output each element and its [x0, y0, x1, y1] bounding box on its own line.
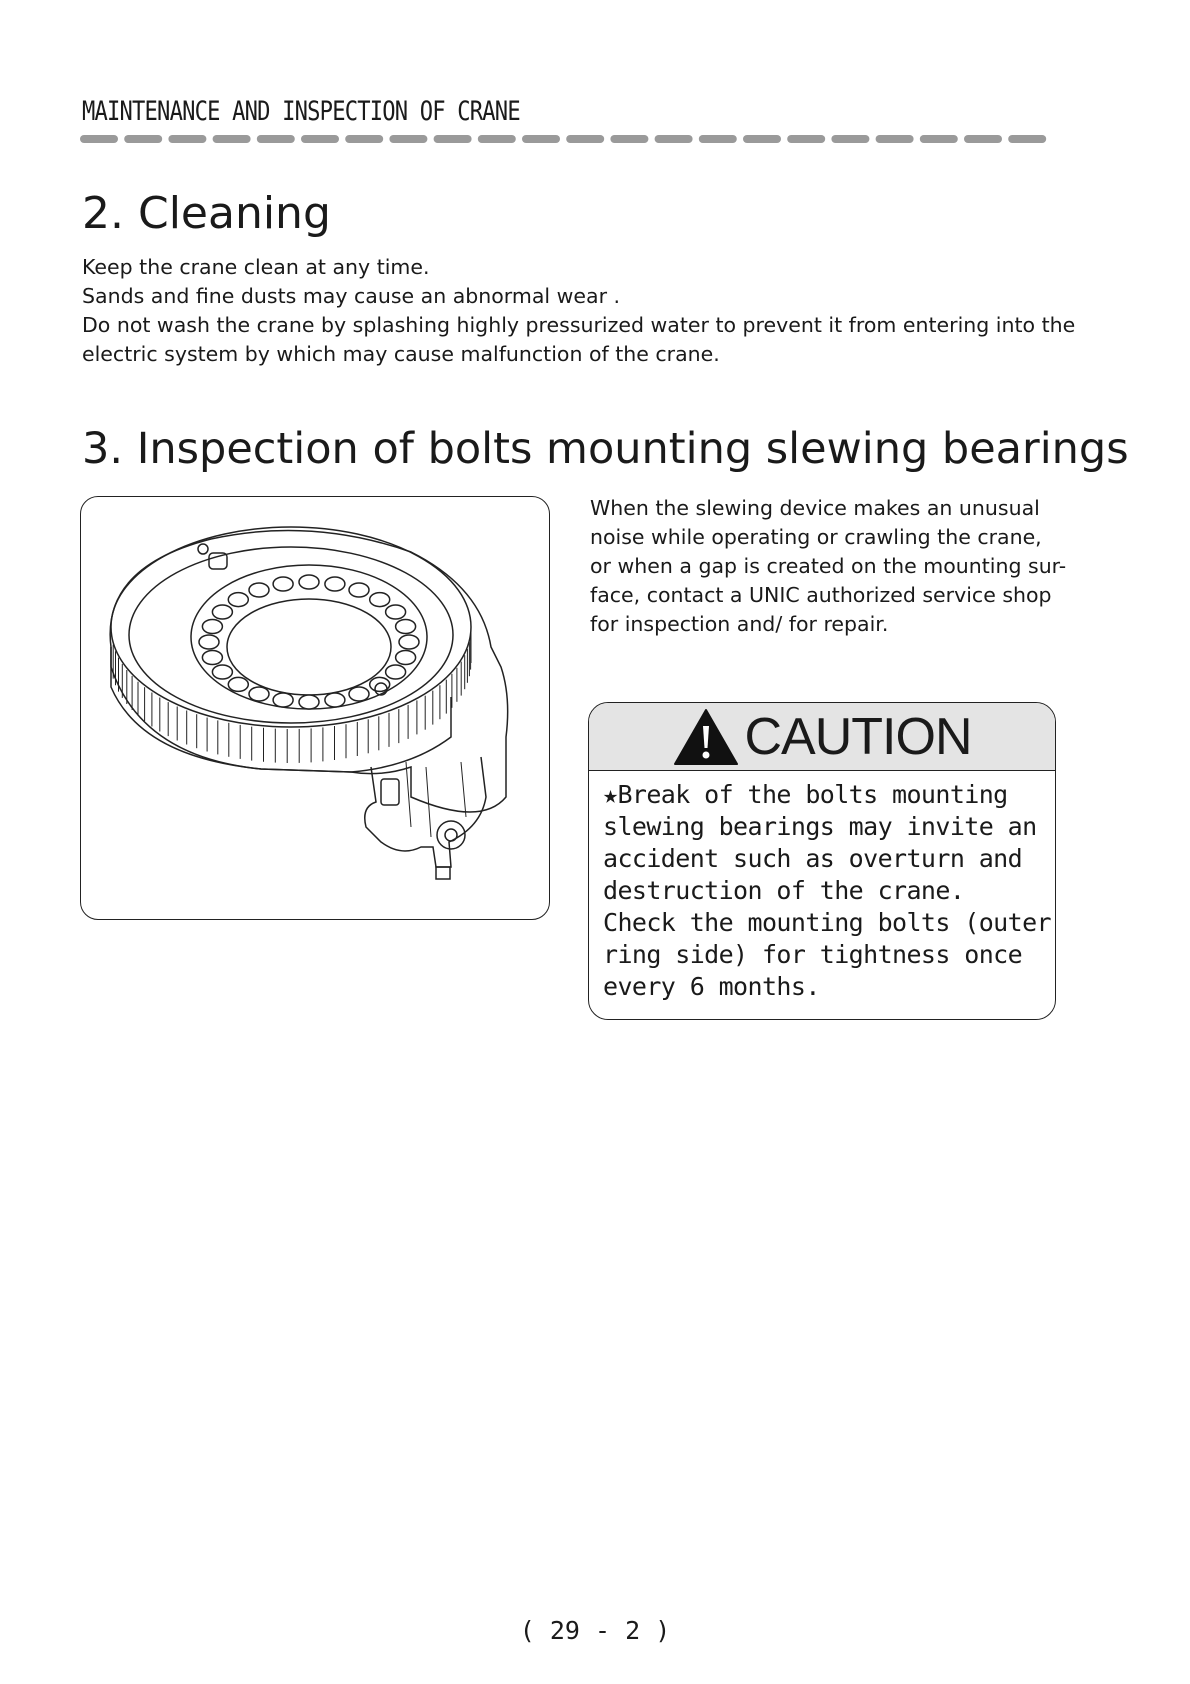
- rule-dash: [434, 135, 472, 143]
- bearing-bolt: [228, 677, 248, 691]
- bearing-bolt: [299, 575, 319, 589]
- bearing-bolt: [202, 651, 222, 665]
- inspection-line: for inspection and/ for repair.: [590, 612, 889, 636]
- cleaning-line: Sands and fine dusts may cause an abnormal wear .: [82, 284, 621, 308]
- rule-dash: [522, 135, 560, 143]
- rule-dash: [80, 135, 118, 143]
- caution-line: every 6 months.: [603, 972, 820, 1001]
- bearing-bolt: [349, 583, 369, 597]
- caution-line: slewing bearings may invite an: [603, 812, 1037, 841]
- rule-dash: [345, 135, 383, 143]
- bearing-bolt: [370, 593, 390, 607]
- rule-dash: [389, 135, 427, 143]
- bearing-bolt: [396, 620, 416, 634]
- bearing-bolt: [212, 605, 232, 619]
- rule-dash: [1008, 135, 1046, 143]
- rule-dash: [831, 135, 869, 143]
- bearing-bolt: [212, 665, 232, 679]
- caution-line: Check the mounting bolts (outer: [603, 908, 1051, 937]
- page-number: ( 29 - 2 ): [519, 1616, 671, 1645]
- rule-dash: [301, 135, 339, 143]
- bearing-bolt: [396, 651, 416, 665]
- rule-dash: [699, 135, 737, 143]
- bearing-bolt: [399, 635, 419, 649]
- bearing-bolt: [386, 605, 406, 619]
- cleaning-line: Keep the crane clean at any time.: [82, 255, 430, 279]
- caution-box: [588, 702, 1056, 1020]
- cleaning-line: Do not wash the crane by splashing highly pressurized water to prevent it from entering into the: [82, 313, 1076, 337]
- rule-dash: [168, 135, 206, 143]
- bearing-bolt: [202, 620, 222, 634]
- inspection-heading: 3. Inspection of bolts mounting slewing bearings: [82, 424, 1129, 474]
- caution-label: CAUTION: [744, 707, 972, 766]
- bearing-bolt: [249, 687, 269, 701]
- inspection-description: [590, 494, 1066, 639]
- rule-dash: [257, 135, 295, 143]
- header-title: MAINTENANCE AND INSPECTION OF CRANE: [82, 96, 520, 127]
- rule-dash: [610, 135, 648, 143]
- inspection-line: or when a gap is created on the mounting sur-: [590, 554, 1067, 578]
- bearing-bolt: [299, 695, 319, 709]
- cleaning-line: electric system by which may cause malfunction of the crane.: [82, 342, 720, 366]
- warning-triangle-icon: [673, 708, 739, 766]
- bearing-bolt: [199, 635, 219, 649]
- caution-text: [589, 771, 1055, 1003]
- bearing-bolt: [325, 577, 345, 591]
- rule-dash: [964, 135, 1002, 143]
- bearing-bolt: [386, 665, 406, 679]
- rule-dash: [787, 135, 825, 143]
- caution-line: ring side) for tightness once: [603, 940, 1023, 969]
- bearing-bolt: [273, 693, 293, 707]
- caution-line: destruction of the crane.: [603, 876, 965, 905]
- bearing-bolt: [249, 583, 269, 597]
- slewing-bearing-figure: [80, 496, 550, 920]
- rule-dash: [920, 135, 958, 143]
- inspection-line: noise while operating or crawling the crane,: [590, 525, 1042, 549]
- rule-dash: [213, 135, 251, 143]
- bearing-bolt: [349, 687, 369, 701]
- inspection-line: face, contact a UNIC authorized service shop: [590, 583, 1052, 607]
- caution-header: [589, 703, 1055, 771]
- rule-dash: [876, 135, 914, 143]
- rule-dash: [566, 135, 604, 143]
- caution-line: ★Break of the bolts mounting: [603, 780, 1008, 809]
- cleaning-text: [82, 253, 1075, 369]
- inspection-line: When the slewing device makes an unusual: [590, 496, 1040, 520]
- rule-dash: [478, 135, 516, 143]
- bearing-bolt: [273, 577, 293, 591]
- caution-line: accident such as overturn and: [603, 844, 1023, 873]
- header-dashed-rule: [80, 133, 1050, 145]
- slewing-bearing-illustration: [81, 497, 549, 919]
- rule-dash: [655, 135, 693, 143]
- cleaning-heading: 2. Cleaning: [82, 188, 331, 239]
- rule-dash: [743, 135, 781, 143]
- bearing-bolt: [228, 593, 248, 607]
- rule-dash: [124, 135, 162, 143]
- bearing-bolt: [325, 693, 345, 707]
